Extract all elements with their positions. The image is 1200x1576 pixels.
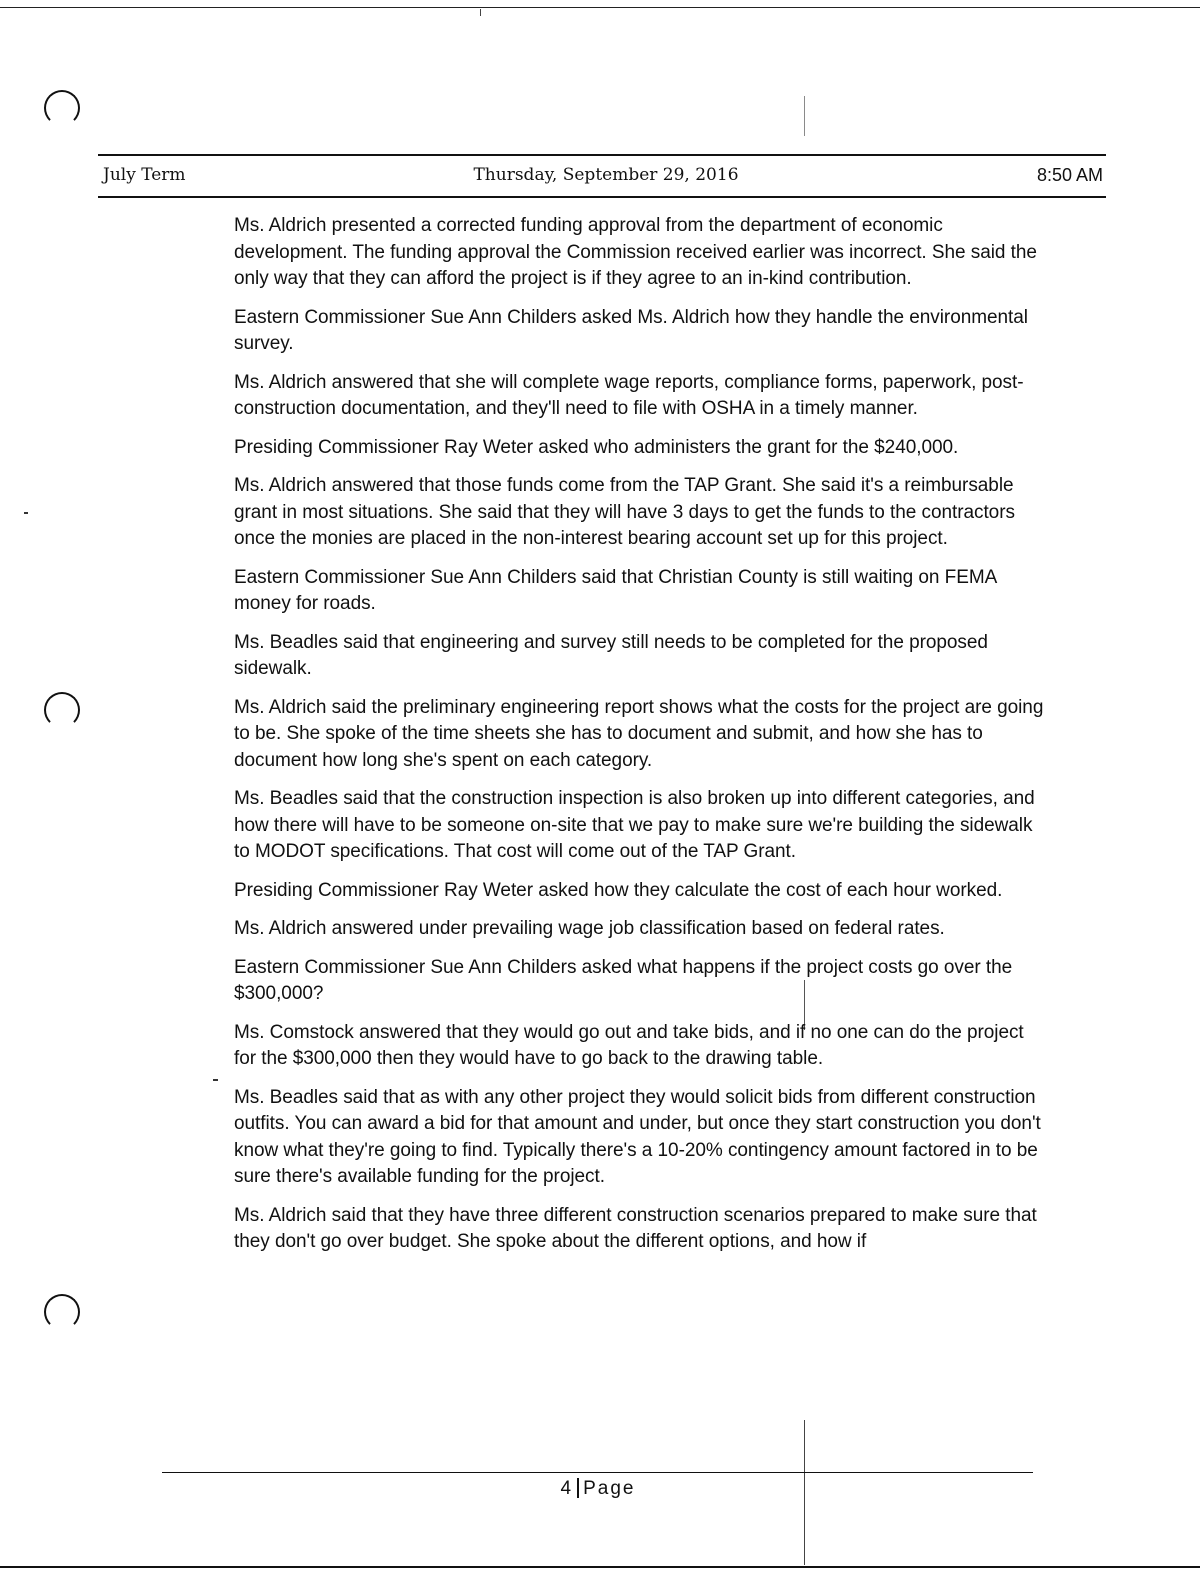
paragraph: Ms. Aldrich said that they have three different construction scenarios prepared to make sure that they don't go over budget. She spoke about the different options, and how if [234,1204,1037,1252]
paragraph: Presiding Commissioner Ray Weter asked how they calculate the cost of each hour worked. [234,879,1003,901]
scan-bottom-edge [0,1566,1200,1568]
page-label: Page [583,1478,636,1499]
page-number [0,1476,1196,1502]
binder-hole-icon [44,90,80,126]
paragraph: Eastern Commissioner Sue Ann Childers said that Christian County is still waiting on FEMA money for roads. [234,566,997,614]
header-date: Thursday, September 29, 2016 [473,165,739,185]
paragraph: Ms. Beadles said that engineering and survey still needs to be completed for the proposed sidewalk. [234,631,988,679]
paragraph: Ms. Beadles said that the construction inspection is also broken up into different categories, and how there will have to be someone on-site that we pay to make sure we're building the sidewalk to MODOT specifications. That cost will come out of the TAP Grant. [234,788,1035,862]
header-rule-top [98,154,1106,156]
header-term: July Term [103,165,186,185]
binder-hole-icon [44,692,80,728]
minutes-body [234,213,1044,1268]
paragraph: Presiding Commissioner Ray Weter asked who administers the grant for the $240,000. [234,436,959,458]
binder-hole-icon [44,1294,80,1330]
paragraph: Ms. Aldrich presented a corrected funding approval from the department of economic development. The funding approval the Commission received earlier was incorrect. She said the only way that they can afford the project is if they agree to an in-kind contribution. [234,215,1037,289]
page-separator [577,1478,579,1498]
header-time: 8:50 AM [1036,165,1103,185]
header-rule-bottom [98,196,1106,198]
paragraph: Ms. Aldrich said the preliminary engineering report shows what the costs for the project are going to be. She spoke of the time sheets she has to document and submit, and how she has to document how long she's spent on each category. [234,696,1044,771]
scan-mark [480,9,481,16]
scan-speck [24,512,28,514]
scan-fold-line [804,96,805,136]
scan-top-edge [0,7,1200,8]
paragraph: Eastern Commissioner Sue Ann Childers asked Ms. Aldrich how they handle the environmental survey. [234,306,1028,354]
paragraph: Ms. Aldrich answered that she will complete wage reports, compliance forms, paperwork, post-construction documentation, and they'll need to file with OSHA in a timely manner. [234,371,1024,419]
paragraph: Eastern Commissioner Sue Ann Childers asked what happens if the project costs go over the $300,000? [234,956,1013,1004]
page-number-value: 4 [560,1478,574,1499]
footer-rule [162,1472,1033,1473]
paragraph: Ms. Aldrich answered under prevailing wage job classification based on federal rates. [234,918,945,939]
paragraph: Ms. Beadles said that as with any other project they would solicit bids from different construction outfits. You can award a bid for that amount and under, but once they start construction you don't know what they're going to find. Typically there's a 10-20% contingency amount factored in to be sure there's available funding for the project. [234,1086,1041,1187]
paragraph: Ms. Comstock answered that they would go out and take bids, and if no one can do the project for the $300,000 then they would have to go back to the drawing table. [234,1021,1024,1069]
scan-speck [213,1079,218,1081]
paragraph: Ms. Aldrich answered that those funds come from the TAP Grant. She said it's a reimbursable grant in most situations. She said that they will have 3 days to get the funds to the contractors once the monies are placed in the non-interest bearing account set up for this project. [234,475,1015,549]
